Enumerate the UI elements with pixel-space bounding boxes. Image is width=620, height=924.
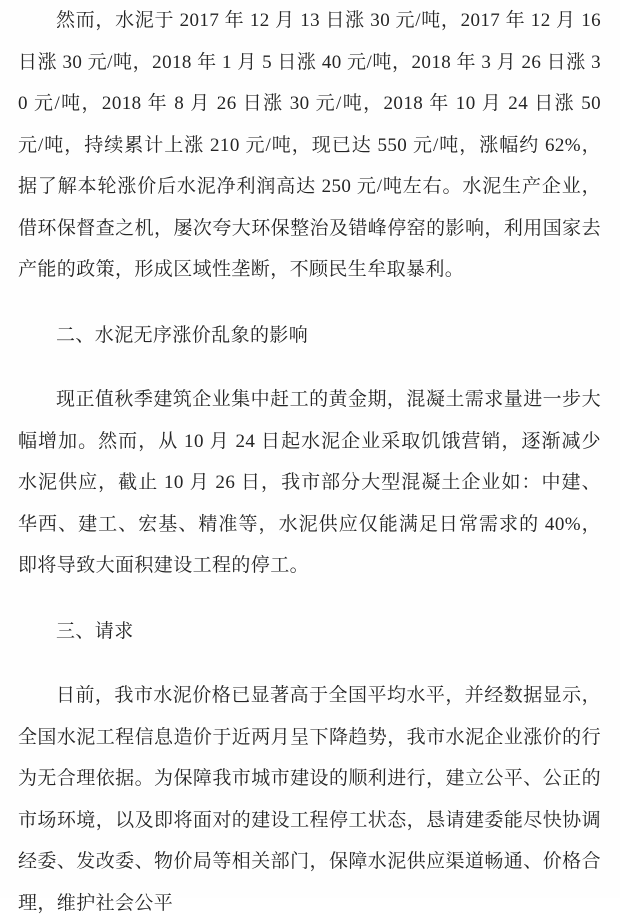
paragraph-impact-details: 现正值秋季建筑企业集中赶工的黄金期，混凝土需求量进一步大幅增加。然而，从 10 月 24 日起水泥企业采取饥饿营销，逐渐减少水泥供应，截止 10 月 26 日，我市部分大型混凝土企业如：中建、华西、建工、宏基、精准等，水泥供应仅能满足日常需求的 40%，即将导致大面积建设工程的停工。 — [18, 389, 601, 576]
paragraph-cement-price-increases: 然而，水泥于 2017 年 12 月 13 日涨 30 元/吨，2017 年 12 月 16 日涨 30 元/吨，2018 年 1 月 5 日涨 40 元/吨，2018 年 3 月 26 日涨 30 元/吨，2018 年 8 月 26 日涨 30 元/吨，2018 年 10 月 24 日涨 50 元/吨，持续累计上涨 210 元/吨，现已达 550 元/吨，涨幅约 62%，据了解本轮涨价后水泥净利润高达 250 元/吨左右。水泥生产企业，借环保督查之机，屡次夸大环保整治及错峰停窑的影响，利用国家去产能的政策，形成区域性垄断，不顾民生牟取暴利。 — [18, 10, 601, 280]
paragraph-request-details: 日前，我市水泥价格已显著高于全国平均水平，并经数据显示，全国水泥工程信息造价于近两月呈下降趋势，我市水泥企业涨价的行为无合理依据。为保障我市城市建设的顺利进行，建立公平、公正的市场环境，以及即将面对的建设工程停工状态，恳请建委能尽快协调经委、发改委、物价局等相关部门，保障水泥供应渠道畅通、价格合理，维护社会公平 — [18, 685, 601, 914]
section-heading-request: 三、请求 — [56, 620, 134, 642]
section-heading-impact: 二、水泥无序涨价乱象的影响 — [56, 324, 309, 346]
